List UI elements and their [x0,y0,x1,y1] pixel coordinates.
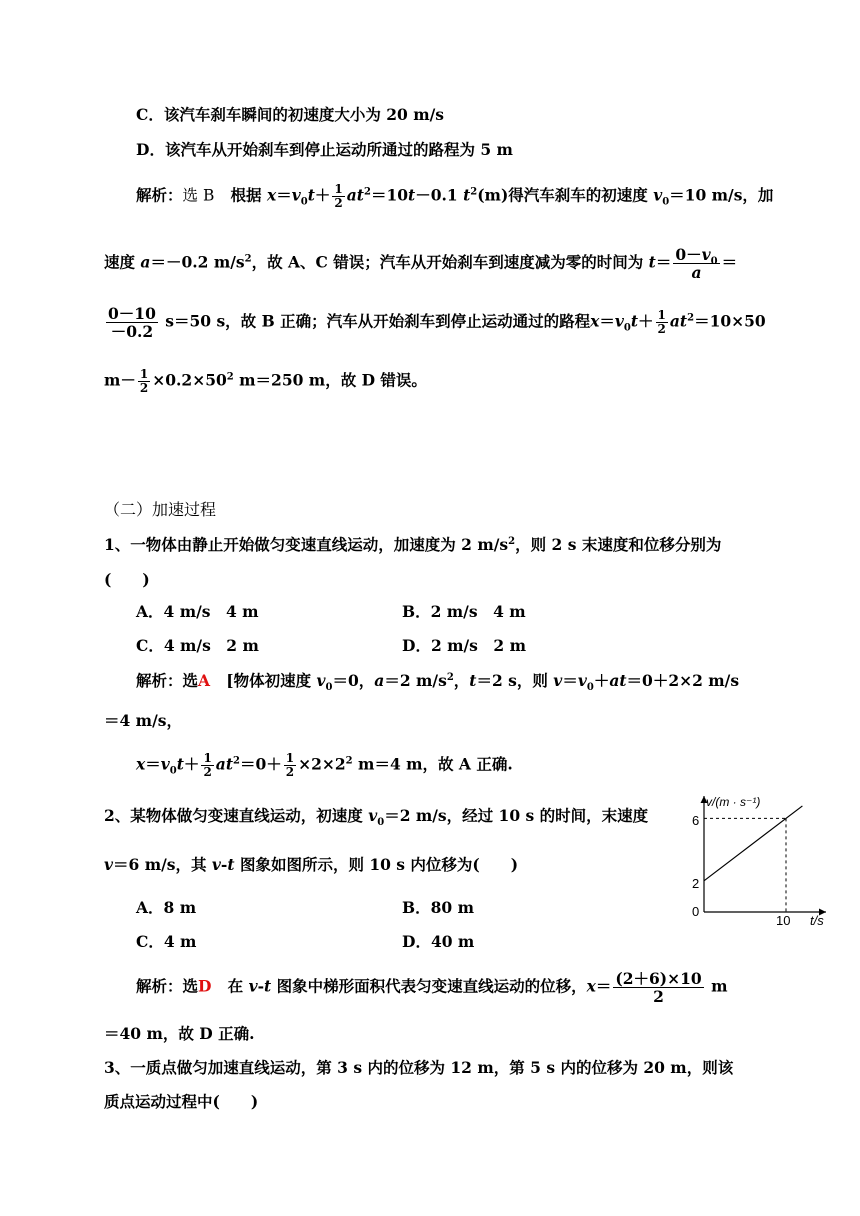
q3-stem-2: 质点运动过程中( ) [104,1092,259,1111]
y-tick-high: 6 [692,813,700,828]
analysis-line-1: 解析：选 B 根据 $x=v_0t+$ $\frac{1}{2}$ $at^2=10t-0.1$ $t^2(m)$得汽车刹车的初速度 $v_0=10$ m/s，加 [136,182,774,210]
q1-stem: 1、一物体由静止开始做匀变速直线运动，加速度为 2 $m/s^2$，则 2 s 末速度和位移分别为 [104,535,722,554]
q2-option-b: B．80 m [402,898,474,917]
q1-option-c: C．4 m/s 2 m [136,636,259,655]
q2-stem: 2、某物体做匀变速直线运动，初速度 $v_0=2$ m/s，经过 10 s 的时间，末速度 [104,806,649,829]
q1-option-a: A．4 m/s 4 m [136,602,259,621]
y-tick-low: 2 [692,876,700,891]
x-tick: 10 [776,913,791,928]
analysis-line-3: $\frac{0-10}{-0.2}$ s＝50 s，故 B 正确；汽车从开始刹车到停止运动通过的路程$x=v_0t+$ $\frac{1}{2}$ $at^2=10\times 50$ [108,304,766,341]
q2-option-a: A．8 m [136,898,197,917]
velocity-line [704,806,802,881]
q2-analysis-line-1: 解析：选D 在 v-t 图象中梯形面积代表匀变速直线运动的位移，x＝ $\frac{(2+6)\times 10}{2}$ m [136,969,728,1006]
x-axis-label: t/s [810,913,824,928]
q2-stem-2: v＝6 m/s，其 v-t 图象如图所示，则 10 s 内位移为( ) [104,855,519,874]
analysis-line-2: 速度 a＝－0.2 $m/s^2$，故 A、C 错误；汽车从开始刹车到速度减为零的时间为 t＝ $\frac{0-v_0}{a}$ ＝ [104,245,738,282]
q1-stem-paren: ( ) [104,570,150,589]
q2-option-c: C．4 m [136,932,197,951]
option-c: C．该汽车刹车瞬间的初速度大小为 20 m/s [136,105,444,124]
section-title: （二）加速过程 [104,500,217,519]
q3-stem: 3、一质点做匀加速直线运动，第 3 s 内的位移为 12 m，第 5 s 内的位移为 20 m，则该 [104,1058,734,1077]
y-axis-label: v/(m · s⁻¹) [706,795,761,809]
q1-option-b: B．2 m/s 4 m [402,602,526,621]
option-d: D．该汽车从开始刹车到停止运动所通过的路程为 5 m [136,140,513,159]
q1-option-d: D．2 m/s 2 m [402,636,526,655]
analysis-line-4: m－ $\frac{1}{2}$ $\times 0.2\times 50^2$ m＝250 m，故 D 错误。 [104,367,427,395]
q1-analysis-line-3: $x=v_0t+$ $\frac{1}{2}$ $at^2=0+$ $\frac{1}{2}$ $\times 2\times 2^2$ m＝4 m，故 A 正确. [136,751,513,779]
q1-analysis-line-1: 解析：选A [物体初速度 $v_0=0$，a＝2 $m/s^2$，t＝2 s，则 $v=v_0+at=0+2\times 2$ m/s [136,671,740,694]
origin-label: 0 [692,904,700,919]
vt-graph [676,784,836,934]
q2-option-d: D．40 m [402,932,475,951]
q1-analysis-line-2: ＝4 m/s， [104,711,182,730]
q2-analysis-line-2: ＝40 m，故 D 正确. [104,1024,255,1043]
